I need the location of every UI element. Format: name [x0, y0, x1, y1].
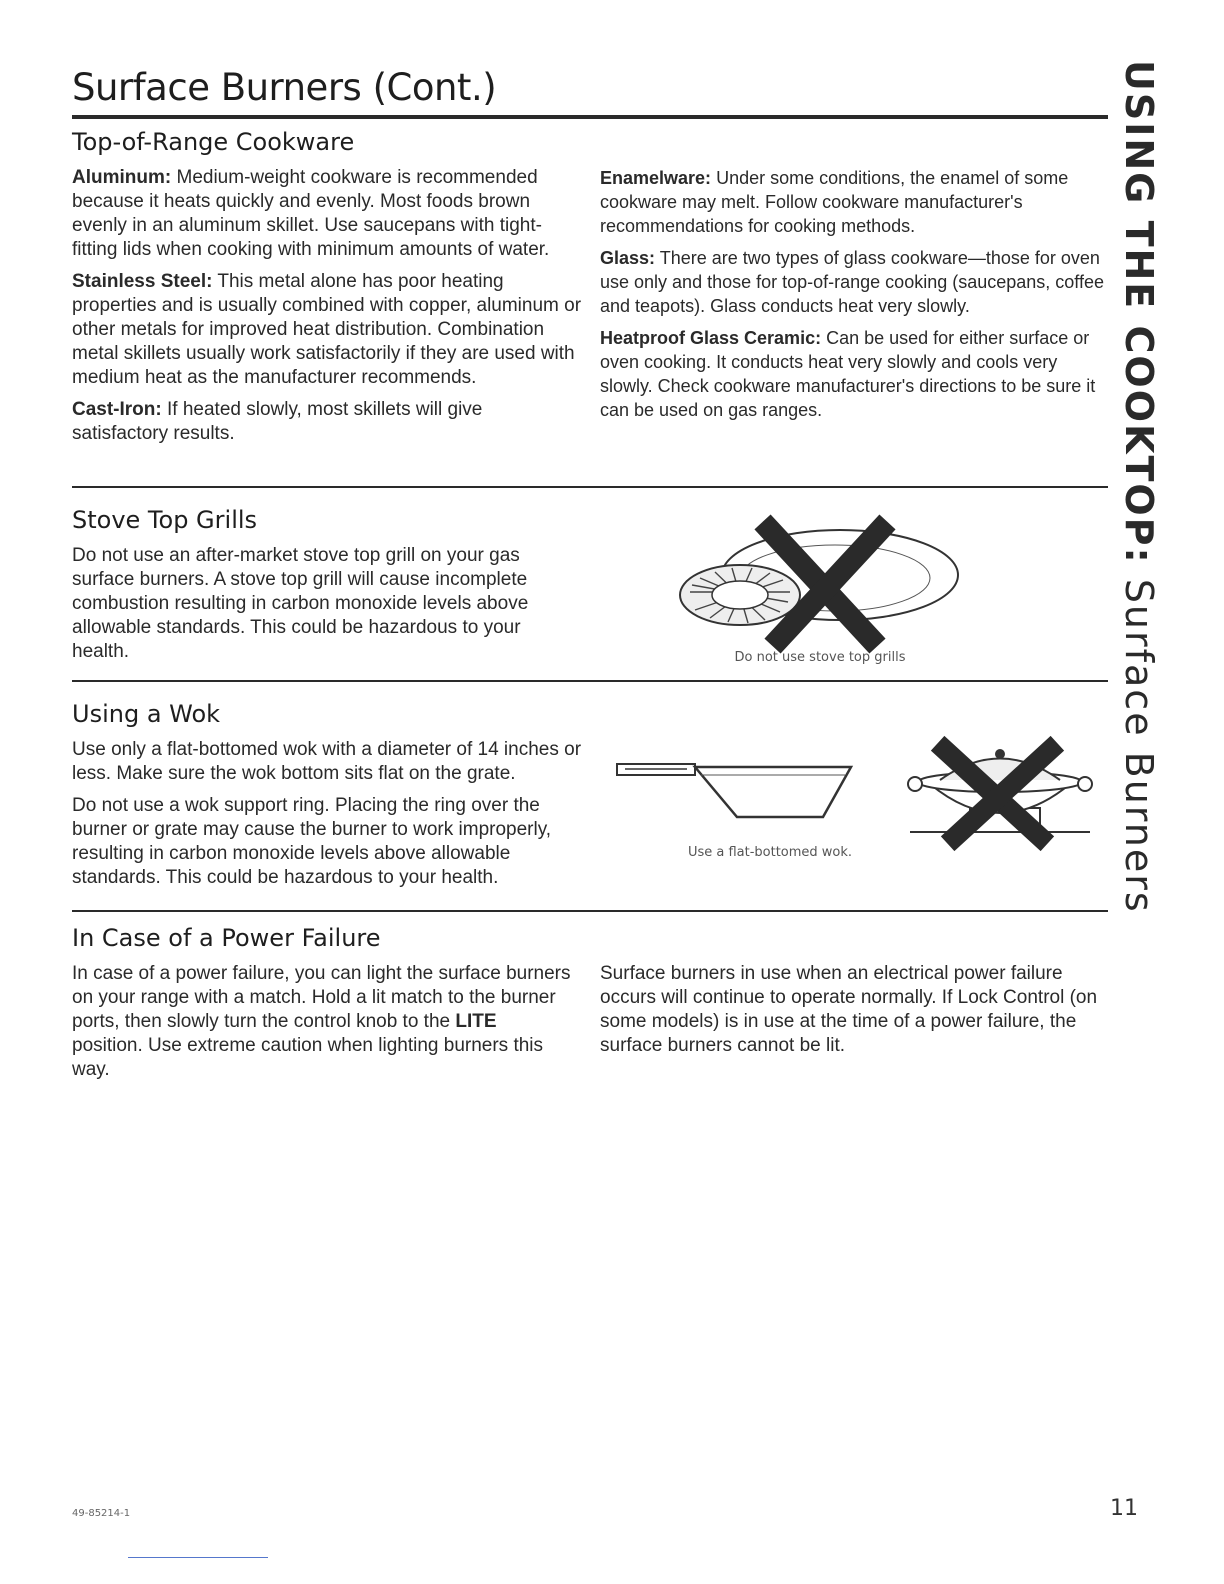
cookware-item [72, 270, 582, 390]
svg-text:USING THE COOKTOP: Surfac [1117, 60, 1161, 914]
lite-position-label: LITE [455, 1011, 497, 1032]
cookware-item [600, 246, 1108, 318]
side-tab [1100, 60, 1170, 914]
footer-line [128, 1557, 268, 1558]
cookware-title: Top-of-Range Cookware [72, 128, 355, 156]
cookware-item [600, 166, 1108, 238]
section-divider [72, 910, 1108, 912]
power-text: In case of a power failure, you can light the surface burners on your range with a match. Hold a lit match to the burner ports, then slowly turn the control knob to the [72, 963, 571, 1032]
power-left-column [72, 962, 572, 1090]
power-title: In Case of a Power Failure [72, 924, 381, 952]
cookware-text: This metal alone has poor heating properties and is usually combined with copper, aluminum or other metals for improved heat distribution. Combination metal skillets usually work satisfactorily if they are used with medium heat as the manufacturer recommends. [72, 271, 582, 388]
page-number: 11 [1110, 1496, 1138, 1521]
section-divider [72, 680, 1108, 682]
cookware-item [600, 326, 1108, 422]
grills-body: Do not use an after-market stove top grill on your gas surface burners. A stove top grill will cause incomplete combustion resulting in carbon monoxide levels above allowable standards. This could be hazardous to your health. [72, 545, 529, 662]
cookware-term: Aluminum: [72, 167, 172, 188]
power-paragraph: Surface burners in use when an electrical power failure occurs will continue to operate normally. If Lock Control (on some models) is in use at the time of a power failure, the surface burners cannot be lit. [600, 963, 1098, 1056]
power-paragraph [72, 962, 572, 1082]
footer-code: 49-85214-1 [72, 1508, 131, 1519]
cookware-term: Stainless Steel: [72, 271, 213, 292]
wok-body [72, 738, 582, 898]
cookware-item [72, 166, 582, 262]
section-divider [72, 486, 1108, 488]
cookware-text: There are two types of glass cookware—those for oven use only and those for top-of-range cooking (saucepans, coffee and teapots). Glass conducts heat very slowly. [600, 248, 1104, 316]
grills-caption: Do not use stove top grills [734, 650, 906, 665]
cookware-term: Enamelware: [600, 168, 712, 188]
cookware-text: Medium-weight cookware is recommended because it heats quickly and evenly. Most foods brown evenly in an aluminum skillet. Use saucepans with tight-fitting lids when cooking with minimum amounts of water. [72, 167, 550, 260]
grills-title: Stove Top Grills [72, 506, 258, 534]
side-tab-bold: USING THE COOKTOP: [1117, 60, 1161, 565]
cookware-right-column [600, 166, 1108, 430]
power-right-column [600, 962, 1108, 1066]
cookware-text: If heated slowly, most skillets will give satisfactory results. [72, 399, 483, 444]
side-tab-light: Surface Burners [1117, 578, 1161, 914]
wok-paragraph: Do not use a wok support ring. Placing the ring over the burner or grate may cause the burner to work improperly, resulting in carbon monoxide levels above allowable standards. This could be hazardous to your health. [72, 795, 552, 888]
cookware-text: Can be used for either surface or oven cooking. It conducts heat very slowly and cools very slowly. Check cookware manufacturer's directions to be sure it can be used on gas ranges. [600, 328, 1096, 420]
cookware-item [72, 398, 582, 446]
flat-wok-illustration [615, 755, 855, 830]
cookware-left-column [72, 166, 582, 454]
cookware-term: Heatproof Glass Ceramic: [600, 328, 822, 348]
wok-paragraph: Use only a flat-bottomed wok with a diameter of 14 inches or less. Make sure the wok bottom sits flat on the grate. [72, 739, 582, 784]
wok-caption: Use a flat-bottomed wok. [687, 845, 853, 860]
power-text: position. Use extreme caution when lighting burners this way. [72, 1035, 544, 1080]
cookware-text: Under some conditions, the enamel of some cookware may melt. Follow cookware manufacturer's recommendations for cooking methods. [600, 168, 1069, 236]
cookware-term: Cast-Iron: [72, 399, 162, 420]
stove-grill-illustration [670, 520, 970, 650]
page-title: Surface Burners (Cont.) [72, 66, 497, 109]
cookware-term: Glass: [600, 248, 656, 268]
wok-title: Using a Wok [72, 700, 221, 728]
title-divider [72, 115, 1108, 119]
wok-ring-illustration [900, 742, 1100, 842]
